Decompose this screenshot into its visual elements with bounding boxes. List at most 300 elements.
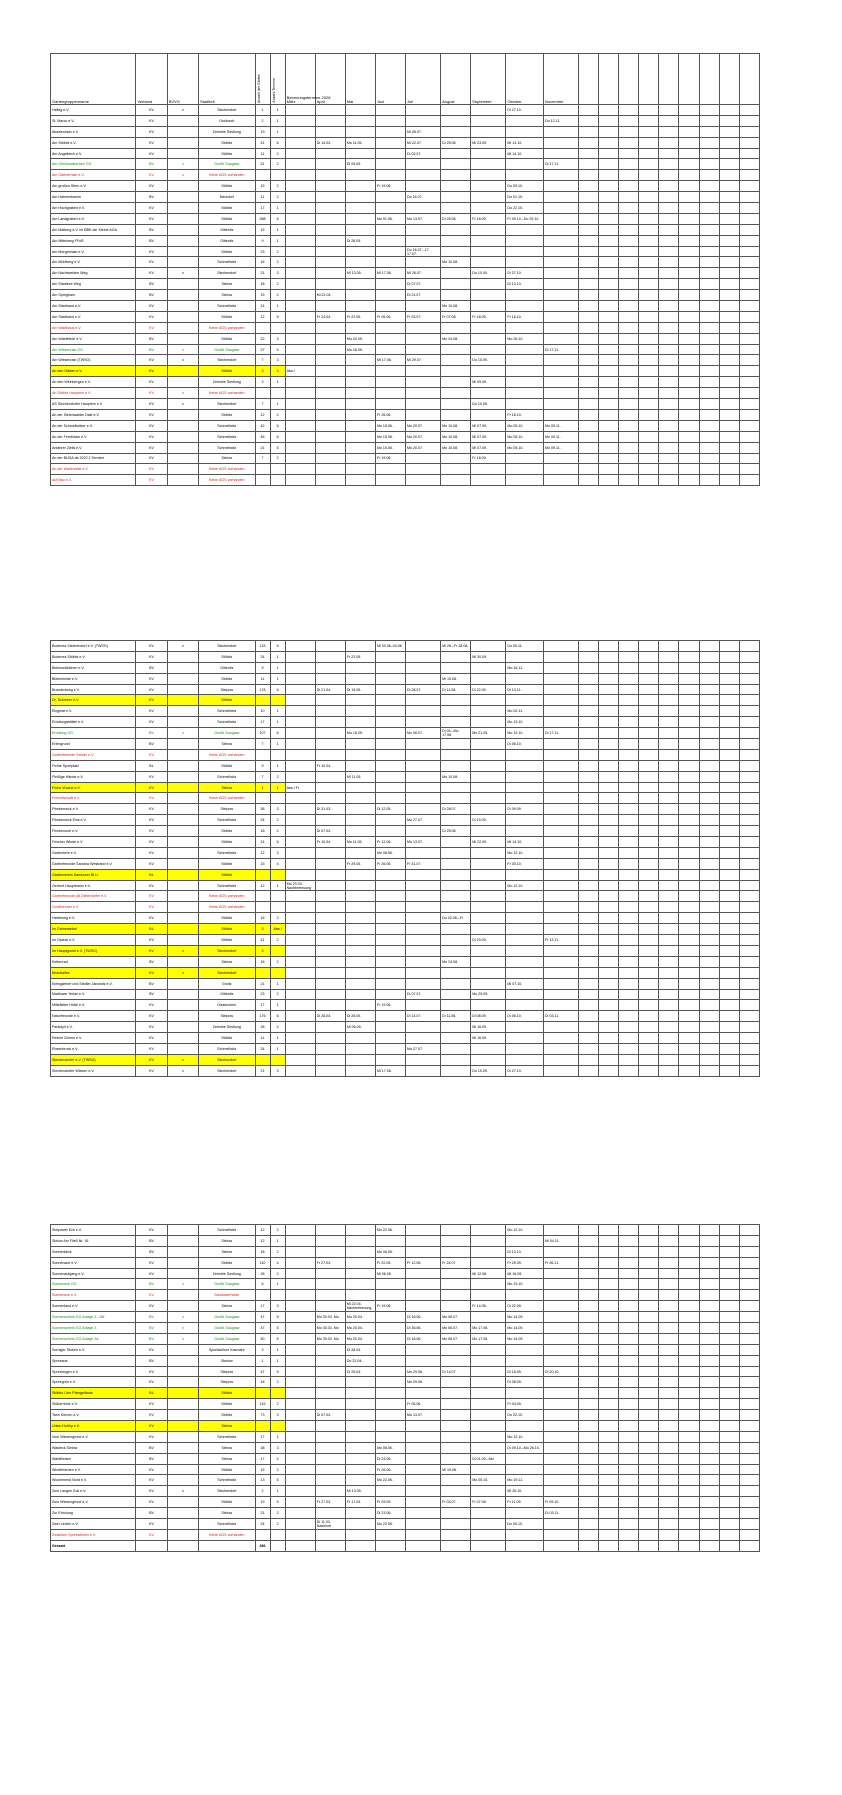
table-row xyxy=(51,192,760,203)
row-bvvg xyxy=(167,782,198,793)
empty-cell xyxy=(599,1399,619,1410)
row-month-date xyxy=(441,1225,471,1236)
row-month-date xyxy=(345,1043,375,1054)
empty-cell xyxy=(659,1497,679,1508)
row-month-date xyxy=(471,333,506,344)
row-verband: KV xyxy=(136,891,167,902)
row-month-date xyxy=(471,115,506,126)
row-month-date xyxy=(285,137,315,148)
empty-cell xyxy=(639,1022,659,1033)
row-month-date xyxy=(315,420,345,431)
empty-cell xyxy=(599,673,619,684)
row-name: Am Stadtsee Weg xyxy=(51,279,136,290)
row-month-date: Mo 14.09. xyxy=(506,1323,544,1334)
row-month-date xyxy=(315,815,345,826)
row-month-date xyxy=(406,924,441,935)
row-month-date: Mo 19.10. xyxy=(506,1279,544,1290)
row-month-date xyxy=(345,355,375,366)
row-month-date: Fr 03.07. xyxy=(441,1497,471,1508)
row-month-date: Fr 19.06. xyxy=(375,1000,405,1011)
row-bvvg xyxy=(167,804,198,815)
row-name: Freundschaft e.V. xyxy=(51,793,136,804)
row-bvvg xyxy=(167,1453,198,1464)
row-month-date xyxy=(375,717,405,728)
row-anzahl-termine: 6 xyxy=(270,684,285,695)
empty-cell xyxy=(679,651,699,662)
empty-cell xyxy=(739,695,759,706)
row-month-date: Fr 31.07. xyxy=(406,858,441,869)
empty-cell xyxy=(679,1333,699,1344)
table-row xyxy=(51,213,760,224)
row-month-date: Di 03.11. xyxy=(544,1508,579,1519)
empty-cell xyxy=(719,126,739,137)
row-month-date: Mi 17.06. xyxy=(375,355,405,366)
row-month-date xyxy=(345,913,375,924)
row-month-date xyxy=(345,891,375,902)
empty-cell xyxy=(679,399,699,410)
row-month-date xyxy=(406,257,441,268)
row-name: Spreebogen e.V. xyxy=(51,1366,136,1377)
row-month-date xyxy=(345,388,375,399)
row-month-date xyxy=(544,464,579,475)
row-name: Am Nachtweiden Weg xyxy=(51,268,136,279)
empty-cell xyxy=(719,268,739,279)
empty-cell xyxy=(619,148,639,159)
empty-cell xyxy=(699,913,719,924)
empty-cell xyxy=(599,464,619,475)
row-stadtteil: Sielow xyxy=(199,739,255,750)
row-month-date xyxy=(375,246,405,257)
row-bvvg xyxy=(167,913,198,924)
row-anzahl-gaerten: 10 xyxy=(255,706,270,717)
row-month-date: Fr 30.10. xyxy=(506,858,544,869)
row-bvvg xyxy=(167,1011,198,1022)
empty-cell xyxy=(659,815,679,826)
empty-cell xyxy=(639,935,659,946)
row-month-date xyxy=(471,159,506,170)
empty-cell xyxy=(639,902,659,913)
row-month-date xyxy=(544,978,579,989)
row-bvvg: x xyxy=(167,399,198,410)
empty-cell xyxy=(739,1011,759,1022)
row-verband: KV xyxy=(136,706,167,717)
row-month-date xyxy=(345,793,375,804)
row-month-date xyxy=(471,1431,506,1442)
row-month-date: Fr 04.09. xyxy=(506,1399,544,1410)
row-anzahl-gaerten: 22 xyxy=(255,333,270,344)
row-name: Bodenea Stöbitz e.V. xyxy=(51,651,136,662)
row-anzahl-gaerten xyxy=(255,1388,270,1399)
row-stadtteil: Sielpow xyxy=(199,1377,255,1388)
row-month-date xyxy=(345,115,375,126)
empty-cell xyxy=(659,1268,679,1279)
row-month-date xyxy=(506,902,544,913)
row-bvvg xyxy=(167,203,198,214)
row-month-date xyxy=(441,717,471,728)
row-month-date: Mo 12.10. xyxy=(506,1431,544,1442)
empty-cell xyxy=(679,945,699,956)
empty-cell xyxy=(579,978,599,989)
empty-cell xyxy=(719,1421,739,1432)
row-month-date xyxy=(315,105,345,116)
row-verband: KV xyxy=(136,453,167,464)
row-anzahl-gaerten: 50 xyxy=(255,1333,270,1344)
row-month-date xyxy=(345,1475,375,1486)
empty-cell xyxy=(639,1410,659,1421)
row-anzahl-termine: 6 xyxy=(270,728,285,739)
row-month-date xyxy=(406,804,441,815)
row-month-date: Di 23.06. xyxy=(375,1508,405,1519)
row-name: Dr. Schreber e.V. xyxy=(51,695,136,706)
empty-cell xyxy=(679,1475,699,1486)
empty-cell xyxy=(739,137,759,148)
table-row xyxy=(51,1529,760,1540)
row-month-date xyxy=(406,1279,441,1290)
empty-cell xyxy=(739,880,759,891)
empty-cell xyxy=(619,1508,639,1519)
row-stadtteil: Sielpow xyxy=(199,1366,255,1377)
row-month-date xyxy=(285,1054,315,1065)
empty-cell xyxy=(699,967,719,978)
row-month-date xyxy=(375,673,405,684)
row-anzahl-gaerten: 11 xyxy=(255,1033,270,1044)
empty-cell xyxy=(739,1268,759,1279)
row-month-date xyxy=(406,1519,441,1530)
empty-cell xyxy=(579,749,599,760)
row-bvvg xyxy=(167,475,198,486)
empty-cell xyxy=(679,1508,699,1519)
row-stadtteil: Großtl Gauglaw xyxy=(199,344,255,355)
row-anzahl-termine: 3 xyxy=(270,1065,285,1076)
row-name: Gartenverein Sandower Bl.U. xyxy=(51,869,136,880)
empty-cell xyxy=(659,268,679,279)
row-anzahl-gaerten: 16 xyxy=(255,913,270,924)
row-month-date xyxy=(285,1333,315,1344)
empty-cell xyxy=(719,1312,739,1323)
row-stadtteil: Stöbitz xyxy=(199,651,255,662)
empty-cell xyxy=(579,771,599,782)
row-month-date xyxy=(375,377,405,388)
row-anzahl-termine: 1 xyxy=(270,782,285,793)
row-month-date xyxy=(375,826,405,837)
empty-cell xyxy=(659,771,679,782)
empty-cell xyxy=(679,1497,699,1508)
row-month-date xyxy=(544,126,579,137)
empty-cell xyxy=(719,54,739,105)
row-month-date: Di 14.04. xyxy=(315,137,345,148)
row-anzahl-gaerten xyxy=(255,388,270,399)
row-month-date xyxy=(544,651,579,662)
empty-cell xyxy=(599,224,619,235)
row-month-date xyxy=(506,651,544,662)
row-anzahl-gaerten: 2 xyxy=(255,115,270,126)
row-month-date xyxy=(285,224,315,235)
row-anzahl-gaerten: 178 xyxy=(255,684,270,695)
row-month-date xyxy=(315,148,345,159)
empty-cell xyxy=(619,1410,639,1421)
row-bvvg xyxy=(167,1301,198,1312)
row-month-date xyxy=(375,1431,405,1442)
row-anzahl-gaerten: 3 xyxy=(255,366,270,377)
row-name: Am Stadtrand e.V. xyxy=(51,311,136,322)
row-name: Sonnenschein GG Anlage 3 xyxy=(51,1323,136,1334)
row-anzahl-gaerten: 18 xyxy=(255,1246,270,1257)
row-month-date xyxy=(506,673,544,684)
empty-cell xyxy=(579,1065,599,1076)
empty-cell xyxy=(699,181,719,192)
empty-cell xyxy=(739,782,759,793)
row-month-date xyxy=(315,1235,345,1246)
row-month-date xyxy=(315,1022,345,1033)
empty-cell xyxy=(599,651,619,662)
empty-cell xyxy=(699,706,719,717)
row-month-date xyxy=(406,203,441,214)
empty-cell xyxy=(639,290,659,301)
empty-cell xyxy=(579,1529,599,1540)
empty-cell xyxy=(619,1333,639,1344)
row-month-date xyxy=(406,1388,441,1399)
row-verband: KV xyxy=(136,1043,167,1054)
empty-cell xyxy=(579,1486,599,1497)
table-row xyxy=(51,826,760,837)
row-month-date xyxy=(315,409,345,420)
empty-cell xyxy=(739,1333,759,1344)
row-name: Sonneneck e.V. xyxy=(51,1290,136,1301)
table-row xyxy=(51,1377,760,1388)
empty-cell xyxy=(639,170,659,181)
row-verband: BL xyxy=(136,924,167,935)
row-month-date: Mo 10.08. xyxy=(441,257,471,268)
empty-cell xyxy=(719,1011,739,1022)
row-name: Am Spreghain xyxy=(51,290,136,301)
empty-cell xyxy=(699,956,719,967)
empty-cell xyxy=(639,399,659,410)
row-month-date xyxy=(544,388,579,399)
row-month-date xyxy=(315,1301,345,1312)
empty-cell xyxy=(659,1486,679,1497)
empty-cell xyxy=(719,1508,739,1519)
row-verband: KV xyxy=(136,1421,167,1432)
empty-cell xyxy=(679,1065,699,1076)
empty-cell xyxy=(619,1290,639,1301)
row-month-date: Mo 10.08. xyxy=(441,771,471,782)
row-month-date: Mo 04.05. xyxy=(345,333,375,344)
row-month-date xyxy=(375,235,405,246)
row-month-date xyxy=(506,366,544,377)
row-anzahl-gaerten: 11 xyxy=(255,673,270,684)
row-name: Sonnenaufgang e.V. xyxy=(51,1268,136,1279)
row-bvvg xyxy=(167,1475,198,1486)
empty-cell xyxy=(719,1043,739,1054)
empty-cell xyxy=(679,804,699,815)
empty-cell xyxy=(619,1486,639,1497)
row-anzahl-gaerten: 15 xyxy=(255,181,270,192)
empty-cell xyxy=(739,662,759,673)
row-stadtteil: Siechendorf xyxy=(199,355,255,366)
table-row xyxy=(51,1519,760,1530)
row-month-date: Mi 13.05. xyxy=(345,1486,375,1497)
row-month-date xyxy=(544,235,579,246)
row-anzahl-gaerten: 119 xyxy=(255,1399,270,1410)
row-bvvg xyxy=(167,935,198,946)
row-stadtteil: Siechendorf xyxy=(199,1054,255,1065)
row-month-date xyxy=(544,1279,579,1290)
empty-cell xyxy=(599,935,619,946)
empty-cell xyxy=(719,475,739,486)
row-month-date xyxy=(315,203,345,214)
row-month-date xyxy=(375,1377,405,1388)
row-month-date xyxy=(375,1043,405,1054)
empty-cell xyxy=(699,355,719,366)
row-month-date xyxy=(471,1246,506,1257)
empty-cell xyxy=(699,782,719,793)
row-month-date xyxy=(544,1033,579,1044)
empty-cell xyxy=(579,684,599,695)
table-row xyxy=(51,815,760,826)
row-month-date: Di 07.04. xyxy=(315,1410,345,1421)
row-stadtteil: Stöbitz xyxy=(199,333,255,344)
row-month-date xyxy=(345,1054,375,1065)
row-month-date xyxy=(406,641,441,652)
row-name: Am Stadtrand e.V. xyxy=(51,301,136,312)
row-anzahl-termine: 2 xyxy=(270,1377,285,1388)
row-month-date xyxy=(375,1399,405,1410)
row-stadtteil: Stöbitz xyxy=(199,760,255,771)
empty-cell xyxy=(619,388,639,399)
sheet-section xyxy=(50,53,760,486)
row-month-date: Mo 10.08. xyxy=(441,442,471,453)
row-month-date xyxy=(375,322,405,333)
row-month-date xyxy=(406,159,441,170)
empty-cell xyxy=(579,1323,599,1334)
row-bvvg xyxy=(167,442,198,453)
empty-cell xyxy=(699,475,719,486)
row-month-date xyxy=(471,902,506,913)
empty-cell xyxy=(579,235,599,246)
empty-cell xyxy=(579,662,599,673)
row-name: Mittelleiter Hütte e.V. xyxy=(51,1000,136,1011)
row-month-date xyxy=(406,749,441,760)
empty-cell xyxy=(136,1540,167,1551)
row-name: Parkidyll e.V. xyxy=(51,1022,136,1033)
empty-cell xyxy=(579,967,599,978)
row-month-date xyxy=(506,344,544,355)
row-name: Tarin Körnen e.V. xyxy=(51,1410,136,1421)
empty-cell xyxy=(739,728,759,739)
empty-cell xyxy=(659,641,679,652)
empty-cell xyxy=(679,366,699,377)
empty-cell xyxy=(639,181,659,192)
row-verband: BL xyxy=(136,760,167,771)
empty-cell xyxy=(679,388,699,399)
row-month-date xyxy=(544,213,579,224)
row-verband: KV xyxy=(136,115,167,126)
row-anzahl-gaerten: 21 xyxy=(255,837,270,848)
row-month-date xyxy=(375,924,405,935)
row-month-date xyxy=(441,409,471,420)
row-verband: BV xyxy=(136,662,167,673)
row-month-date xyxy=(406,409,441,420)
row-bvvg xyxy=(167,279,198,290)
row-name: Im Grünewinkel xyxy=(51,924,136,935)
row-verband: KV xyxy=(136,475,167,486)
row-month-date xyxy=(544,641,579,652)
empty-cell xyxy=(719,891,739,902)
row-verband: BV xyxy=(136,1246,167,1257)
empty-cell xyxy=(599,1366,619,1377)
row-month-date: Di 21.04. xyxy=(315,684,345,695)
row-month-date xyxy=(406,651,441,662)
row-anzahl-termine: 5 xyxy=(270,1497,285,1508)
row-month-date xyxy=(406,902,441,913)
table-row xyxy=(51,1323,760,1334)
row-name: Blütenheide e.V. xyxy=(51,673,136,684)
empty-cell xyxy=(579,388,599,399)
empty-cell xyxy=(679,301,699,312)
row-month-date: Mi 19.08. xyxy=(441,1464,471,1475)
row-name: Sielpower Eck e.V. xyxy=(51,1225,136,1236)
row-month-date xyxy=(345,1508,375,1519)
row-stadtteil: Sandowerheide xyxy=(199,1290,255,1301)
row-month-date xyxy=(441,344,471,355)
empty-cell xyxy=(679,978,699,989)
row-name: Zum Langen Eck e.V. xyxy=(51,1486,136,1497)
row-month-date: Mo 13.07. xyxy=(406,837,441,848)
empty-cell xyxy=(619,1043,639,1054)
empty-cell xyxy=(619,1268,639,1279)
row-anzahl-gaerten xyxy=(255,749,270,760)
row-month-date xyxy=(506,793,544,804)
empty-cell xyxy=(679,695,699,706)
row-anzahl-termine: 2 xyxy=(270,815,285,826)
empty-cell xyxy=(679,1312,699,1323)
empty-cell xyxy=(599,1344,619,1355)
empty-cell xyxy=(739,1475,759,1486)
row-month-date xyxy=(544,1301,579,1312)
empty-cell xyxy=(659,475,679,486)
row-anzahl-termine: 1 xyxy=(270,235,285,246)
row-month-date xyxy=(345,409,375,420)
table-row xyxy=(51,377,760,388)
table-row xyxy=(51,1279,760,1290)
empty-cell xyxy=(739,213,759,224)
row-verband: KV xyxy=(136,355,167,366)
row-month-date: Mo 29.06. xyxy=(406,1366,441,1377)
row-name: Kettenrad xyxy=(51,956,136,967)
row-month-date xyxy=(315,115,345,126)
row-month-date xyxy=(406,1033,441,1044)
row-month-date xyxy=(441,782,471,793)
empty-cell xyxy=(579,464,599,475)
empty-cell xyxy=(619,1497,639,1508)
row-name: Siechendorfer Wiesen e.V. xyxy=(51,1065,136,1076)
empty-cell xyxy=(739,717,759,728)
empty-cell xyxy=(639,1453,659,1464)
row-month-date xyxy=(471,301,506,312)
row-stadtteil: Großtl Gauglaw xyxy=(199,1279,255,1290)
empty-cell xyxy=(699,1355,719,1366)
row-month-date xyxy=(406,301,441,312)
row-name: Am Maiberg e.V. im BBK der Kleine AGA xyxy=(51,224,136,235)
empty-cell xyxy=(659,989,679,1000)
row-anzahl-termine: 2 xyxy=(270,246,285,257)
empty-cell xyxy=(679,475,699,486)
row-month-date xyxy=(441,1043,471,1054)
row-month-date xyxy=(471,924,506,935)
empty-cell xyxy=(639,662,659,673)
empty-cell xyxy=(699,1301,719,1312)
row-month-date xyxy=(544,673,579,684)
